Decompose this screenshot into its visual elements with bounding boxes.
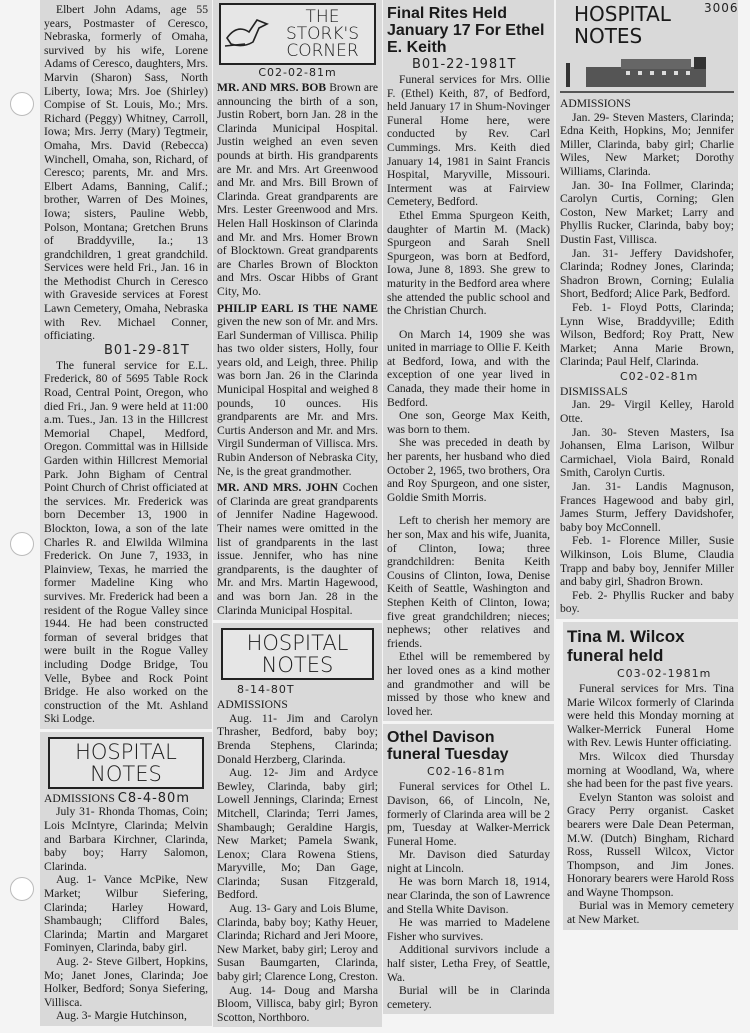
dismissal-entry: Jan. 31- Landis Magnuson, Frances Hagewood and baby girl, James Sturm, Jeffery Davidshofer, baby boy McConnell. bbox=[560, 480, 734, 534]
clipping-othel-davison bbox=[383, 724, 554, 1014]
clipping-hospital-notes-aug14 bbox=[213, 623, 382, 1027]
clipping-hospital-notes-jan bbox=[556, 0, 738, 619]
clipping-tina-wilcox bbox=[563, 622, 738, 930]
clipping-heading: Othel Davison funeral Tuesday bbox=[387, 729, 509, 764]
storks-corner-banner bbox=[219, 3, 376, 65]
dismissal-entry: Feb. 2- Phyllis Rucker and baby boy. bbox=[560, 588, 734, 616]
section-heading: ADMISSIONS bbox=[44, 791, 115, 805]
handwritten-note: B01-22-1981T bbox=[412, 57, 517, 72]
admission-entry: July 31- Rhonda Thomas, Coin; Lois McIntyre, Clarinda; Melvin and Barbara Kirchner, Clarinda, baby boy; Harry Salomon, Clarinda. bbox=[44, 805, 208, 873]
admission-entry: Aug. 14- Doug and Marsha Bloom, Villisca, baby girl; Byron Scotton, Northboro. bbox=[217, 983, 378, 1024]
page-number: 3006 bbox=[704, 1, 739, 15]
clipping-adams-frederick bbox=[40, 0, 212, 729]
section-heading: ADMISSIONS bbox=[217, 698, 288, 712]
obituary-paragraph: Ethel Emma Spurgeon Keith, daughter of Martin M. (Mack) Spurgeon and Sarah Snell Spurgeon, was born at Bedford, Iowa, June 8, 1893. She grew to maturity in the Bedford area where she attended the public school and the Christian Church. bbox=[387, 208, 550, 318]
obituary-paragraph: Burial was in Memory cemetery at New Market. bbox=[567, 899, 734, 927]
hospital-banner bbox=[560, 3, 734, 93]
clipping-hospital-notes-aug4 bbox=[40, 732, 212, 1026]
obituary-paragraph: Elbert John Adams, age 55 years, Postmaster of Ceresco, Nebraska, formerly of Omaha, survived by his wife, Lorene Adams of Ceresco, daughters, Mrs. Marvin (Sharon) Sass, North Liberty, Iowa; Mrs. Joe (Shirley) Compise of St. Louis, Mo.; Mrs. Richard (Peggy) Whitney, Carroll, Iowa; Mrs. Jerry (Mary) Tegtmeir, Omaha, Mrs. David (Rebecca) Winchell, Omaha, son, Richard, of Ceresco; parents, Mr. and Mrs. Elbert Adams, Banning, Calif.; brother, Warren of Des Moines, Iowa; sisters, Pauline Webb, Polson, Montana; Gretchen Bruns of Braddyville, Ia.; 13 grandchildren, 1 great grandchild. Services were held Fri., Jan. 16 in the Methodist Church in Ceresco with Graveside services at Forest Lawn Cemetery, Omaha, Nebraska with Rev. Michael Conner, officiating. bbox=[44, 3, 208, 343]
dismissal-entry: Jan. 30- Steven Masters, Isa Johansen, Elma Larison, Wilbur Carmichael, Viola Baird, Ronald Smith, Carolyn Curtis. bbox=[560, 425, 734, 480]
obituary-paragraph: The funeral service for E.L. Frederick, 80 of 5695 Table Rock Road, Central Point, Oregon, who died Fri., Jan. 9 were held at 11:00 a.m. Tues., Jan. 13 in the Hillcrest Memorial Chapel, Medford, Oregon. Committal was in Hillside Garden within Hillcrest Memorial Park. John Bigham of Central Point Church of Christ officiated at the services. Mr. Frederick was born December 13, 1900 in Blockton, Iowa, a son of the late Charles R. and Elwilda Wilmina Frederick. On June 7, 1933, in Plainview, Texas, he married the former Madeline King who survives. Mr. Frederick had been a resident of the Rogue Valley since 1944. He had been constructed forman of several bridges that were built in the Rogue Valley including Dodge Bridge, Tou Velle, Bybee and Rock Point Bridge. He also worked on the construction of the Mt. Ashland Ski Lodge. bbox=[44, 358, 208, 726]
birth-announcement: MR. AND MRS. JOHN Cochen of Clarinda are great grandparents of Jennifer Nadine Hagewood. Their names were omitted in the list of grandparents in the last issue. Jennifer, who has nine grandparents, is the daughter of Mr. and Mrs. Martin Hagewood, and was born Jan. 28 in the Clarinda Municipal Hospital. bbox=[217, 481, 378, 617]
obituary-paragraph: She was preceded in death by her parents, her husband who died October 2, 1965, two brothers, Ora and Roy Spurgeon, and one sister, Goldie Smith Morris. bbox=[387, 436, 550, 504]
birth-announcement: MR. AND MRS. BOB Brown are announcing the birth of a son, Justin Robert, born Jan. 28 in the Clarinda Municipal Hospital. Justin weighed an even seven pounds at birth. His grandparents are Mr. and Mrs. Art Greenwood and Mr. and Mrs. Bill Brown of Clarinda. Great grandparents are Mrs. Lester Greenwood and Mrs. Helen Hall Hoskinson of Clarinda and Mr. and Mrs. Homer Brown of Blocktown. Great grandparents are Charles Brown of Blockton and Mrs. Oscar Hibbs of Grant City, Mo. bbox=[217, 81, 378, 298]
handwritten-note: C8-4-80m bbox=[117, 790, 190, 806]
admission-entry: Aug. 13- Gary and Lois Blume, Clarinda, baby boy; Kathy Heuer, Clarinda; Richard and Jeri Moore, New Market, baby girl; Leroy and Susan Baumgarten, Clarinda, baby girl; Clarence Long, Creston. bbox=[217, 902, 378, 984]
obituary-paragraph: Funeral services for Mrs. Ollie F. (Ethel) Keith, 87, of Bedford, held January 17 in Shum-Novinger Funeral Home here, were conducted by Rev. Carl Cummings. Mrs. Keith died January 14, 1981 in Saint Francis Hospital, Maryville, Missouri. Interment was at Fairview Cemetery, Bedford. bbox=[387, 73, 550, 209]
section-heading: DISMISSALS bbox=[560, 384, 628, 398]
clipping-final-rites-keith bbox=[383, 0, 554, 721]
obituary-paragraph: He was married to Madelene Fisher who survives. bbox=[387, 916, 550, 943]
clipping-heading: THE STORK'S CORNER bbox=[286, 6, 359, 61]
punch-hole bbox=[10, 877, 34, 901]
clipping-heading: Tina M. Wilcox funeral held bbox=[567, 626, 685, 665]
birth-announcement: PHILIP EARL IS THE NAME given the new son of Mr. and Mrs. Earl Sunderman of Villisca. Philip has two older sisters, Holly, four years old, and Leigh, three. Philip was born Jan. 26 in the Clarinda Municipal Hospital and weighed 8 pounds, 10 ounces. His grandparents are Mr. and Mrs. Curtis Anderson and Mr. and Mrs. Virgil Sunderman of Villisca. Mrs. Rubin Anderson of Nebraska City, Ne, is the great grandmother. bbox=[217, 301, 378, 478]
obituary-paragraph: He was born March 18, 1914, near Clarinda, the son of Lawrence and Stella White Davison. bbox=[387, 875, 550, 916]
dismissal-entry: Jan. 29- Virgil Kelley, Harold Otte. bbox=[560, 398, 734, 426]
handwritten-note: C02-16-81m bbox=[427, 765, 506, 779]
handwritten-note: C03-02-1981m bbox=[617, 666, 712, 680]
obituary-paragraph: Funeral services for Mrs. Tina Marie Wilcox formerly of Clarinda were held this Monday morning at Walker-Merrick Funeral Home with Rev. Lewis Hunter officiating. bbox=[567, 681, 734, 750]
obituary-paragraph: On March 14, 1909 she was united in marriage to Ollie F. Keith at Bedford, Iowa, and with the exception of one year lived in Canada, they made their home in Bedford. bbox=[387, 327, 550, 409]
admission-entry: Feb. 1- Floyd Potts, Clarinda; Lynn Wise, Braddyville; Edith Wilson, Bedford; Roy Pratt, New Market; Anna Marie Brown, Clarinda; Paul Helf, Clarinda. bbox=[560, 300, 734, 369]
admission-entry: Jan. 29- Steven Masters, Clarinda; Edna Keith, Hopkins, Mo; Jennifer Miller, Clarinda, baby girl; Charlie Wiles, New Market; Dorothy Williams, Clarinda. bbox=[560, 110, 734, 178]
stork-icon bbox=[223, 14, 273, 54]
obituary-paragraph: Ethel will be remembered by her loved ones as a kind mother and grandmother and will be missed by those who knew and loved her. bbox=[387, 650, 550, 718]
obituary-paragraph: Burial will be in Clarinda cemetery. bbox=[387, 984, 550, 1011]
obituary-paragraph: Funeral services for Othel L. Davison, 66, of Lincoln, Ne, formerly of Clarinda area will be 2 pm, Tuesday at Walker-Merrick Funeral Home. bbox=[387, 780, 550, 848]
admission-entry: Jan. 30- Ina Follmer, Clarinda; Carolyn Curtis, Corning; Glen Coston, New Market; Larry and Phyllis Rucker, Clarinda, baby boy; Dustin Fast, Villisca. bbox=[560, 178, 734, 246]
column-3 bbox=[383, 0, 554, 1014]
handwritten-note: C02-02-81m bbox=[258, 66, 337, 79]
handwritten-note: C02-02-81m bbox=[620, 369, 699, 383]
clipping-heading: HOSPITAL NOTES bbox=[574, 2, 671, 48]
admission-entry: Jan. 31- Jeffery Davidshofer, Clarinda; Rodney Jones, Clarinda; Shadron Brown, Corning; Eulalia Short, Bedford; Alice Park, Bedford. bbox=[560, 246, 734, 301]
obituary-paragraph: Additional survivors include a half sister, Letha Frey, of Seattle, Wa. bbox=[387, 943, 550, 984]
obituary-paragraph: Evelyn Stanton was soloist and Gracy Perry organist. Casket bearers were Dale Dean Peterman, M.W. (Dutch) Bingham, Richard Ross, Russell Wilcox, Victor Thompson, and Jim Jones. Honorary bearers were Harold Ross and Wayne Thompson. bbox=[567, 790, 734, 899]
admission-entry: Aug. 11- Jim and Carolyn Thrasher, Bedford, baby boy; Brenda Stephens, Clarinda; Donald Herzberg, Clarinda. bbox=[217, 711, 378, 766]
obituary-paragraph: Left to cherish her memory are her son, Max and his wife, Juanita, of Clinton, Iowa; three grandchildren: Benita Keith Cousins of Clinton, Iowa, Denise Keith of Seattle, Washington and Stephen Keith of Clinton, Iowa; five great grandchildren; nieces; nephews; other relatives and friends. bbox=[387, 514, 550, 650]
admission-entry: Aug. 12- Jim and Ardyce Bewley, Clarinda, baby girl; Lowell Jennings, Clarinda; Ernest Mitchell, Clarinda; Terri James, Shambaugh; Geraldine Hargis, New Market; Pamela Swank, Lenox; Clara Rowena Stiens, Maryville, Mo; Dan Gage, Clarinda; Susan Fitzgerald, Bedford. bbox=[217, 766, 378, 902]
column-1 bbox=[40, 0, 212, 1026]
dismissal-entry: Feb. 1- Florence Miller, Susie Wilkinson, Lois Blume, Claudia Trapp and baby boy, Jennifer Miller and baby girl, Shadron Brown. bbox=[560, 534, 734, 589]
clipping-heading: Final Rites Held January 17 For Ethel E. Keith bbox=[387, 5, 545, 56]
obituary-paragraph: One son, George Max Keith, was born to them. bbox=[387, 409, 550, 436]
admission-entry: Aug. 3- Margie Hutchinson, bbox=[56, 1009, 187, 1023]
obituary-paragraph: Mr. Davison died Saturday night at Lincoln. bbox=[387, 848, 550, 875]
clipping-heading: HOSPITAL NOTES bbox=[48, 737, 204, 789]
punch-hole bbox=[10, 92, 34, 116]
admission-entry: Aug. 2- Steve Gilbert, Hopkins, Mo; Janet Jones, Clarinda; Joe Holker, Bedford; Sonya Siefering, Villisca. bbox=[44, 955, 208, 1009]
column-2 bbox=[213, 0, 382, 1027]
hospital-building-icon bbox=[566, 55, 716, 89]
admission-entry: Aug. 1- Vance McPike, New Market; Wilbur Siefering, Clarinda; Harley Howard, Shambaugh; Clifford Bales, Clarinda; Martin and Margaret Fominyen, Clarinda, baby girl. bbox=[44, 873, 208, 955]
handwritten-note: B01-29-81T bbox=[104, 342, 190, 358]
clipping-heading: HOSPITAL NOTES bbox=[221, 628, 374, 680]
obituary-paragraph: Mrs. Wilcox died Thursday morning at Woodland, Wa, where she had been for the past five years. bbox=[567, 749, 734, 791]
clipping-storks-corner bbox=[213, 0, 382, 620]
section-heading: ADMISSIONS bbox=[560, 97, 631, 110]
handwritten-note: 8-14-80T bbox=[237, 683, 295, 697]
punch-hole bbox=[10, 532, 34, 556]
column-4 bbox=[556, 0, 738, 930]
